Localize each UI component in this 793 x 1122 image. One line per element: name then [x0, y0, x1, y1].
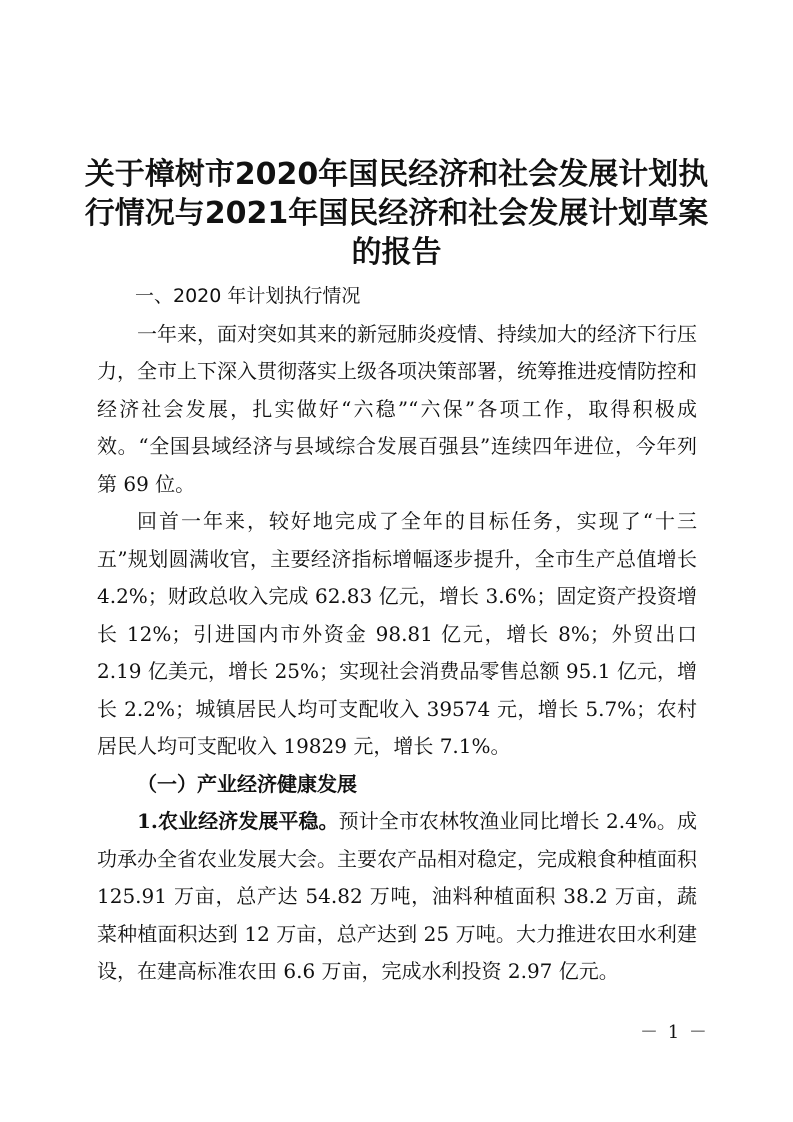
paragraph-overview: 一年来，面对突如其来的新冠肺炎疫情、持续加大的经济下行压力，全市上下深入贯彻落实上级各项决策部署，统筹推进疫情防控和经济社会发展，扎实做好“六稳”“六保”各项工作，取得积极成效。“全国县域经济与县域综合发展百强县”连续四年进位，今年列第 69 位。	[97, 321, 697, 496]
paragraph-lead: 1.农业经济发展平稳。	[137, 809, 339, 833]
title-line-1: 关于樟树市2020年国民经济和社会发展计划执	[84, 157, 709, 192]
subsection-heading: （一）产业经济健康发展	[137, 771, 357, 796]
page-number: － 1 －	[640, 1022, 709, 1043]
title-line-3: 的报告	[351, 235, 442, 270]
section-heading: 一、2020 年计划执行情况	[135, 285, 361, 307]
document-title	[70, 155, 723, 272]
paragraph-indicators: 回首一年来，较好地完成了全年的目标任务，实现了“十三五”规划圆满收官，主要经济指标增幅逐步提升，全市生产总值增长 4.2%；财政总收入完成 62.83 亿元，增长 3.6%；固定资产投资增长 12%；引进国内市外资金 98.81 亿元，增长 8%；外贸出口 2.19 亿美元，增长 25%；实现社会消费品零售总额 95.1 亿元，增长 2.2%；城镇居民人均可支配收入 39574 元，增长 5.7%；农村居民人均可支配收入 19829 元，增长 7.1%。	[97, 509, 697, 758]
paragraph-agriculture-text: 预计全市农林牧渔业同比增长 2.4%。成功承办全省农业发展大会。主要农产品相对稳定，完成粮食种植面积 125.91 万亩，总产达 54.82 万吨，油料种植面积 38.2 万亩，蔬菜种植面积达到 12 万亩，总产达到 25 万吨。大力推进农田水利建设，在建高标准农田 6.6 万亩，完成水利投资 2.97 亿元。	[97, 809, 697, 983]
paragraph-agriculture	[97, 803, 697, 991]
document-body	[97, 278, 697, 991]
title-line-2: 行情况与2021年国民经济和社会发展计划草案	[84, 196, 709, 231]
